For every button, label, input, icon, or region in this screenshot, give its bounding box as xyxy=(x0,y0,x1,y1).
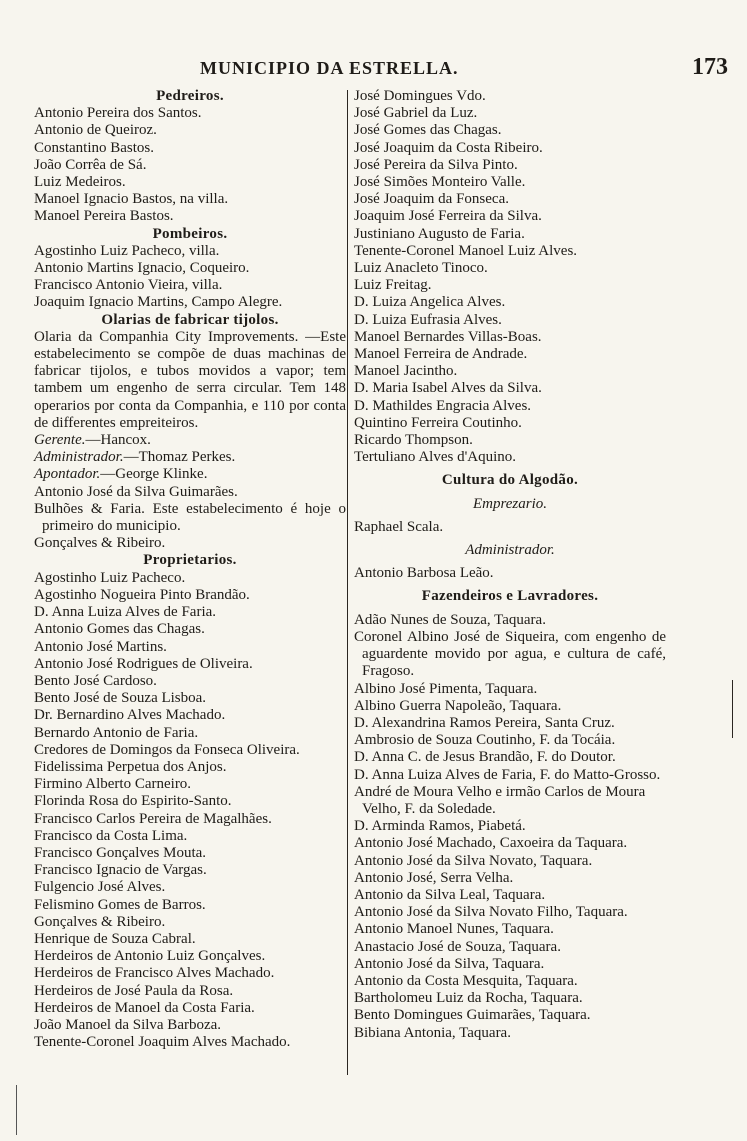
list-item: D. Luiza Angelica Alves. xyxy=(354,294,506,311)
list-item: Manoel Ignacio Bastos, na villa. xyxy=(34,191,229,208)
list-item: Francisco Carlos Pereira de Magalhães. xyxy=(34,810,272,827)
list-item: Adão Nunes de Souza, Taquara. xyxy=(354,611,546,628)
section-heading-pedreiros: Pedreiros. xyxy=(156,88,224,104)
list-item: Bento José Cardoso. xyxy=(34,672,157,689)
gerente-line xyxy=(34,432,346,449)
algodao-administrador-name: Antonio Barbosa Leão. xyxy=(354,565,494,582)
list-item: Bartholomeu Luiz da Rocha, Taquara. xyxy=(354,990,583,1007)
list-item: Antonio Pereira dos Santos. xyxy=(34,105,202,122)
list-item: D. Arminda Ramos, Piabetá. xyxy=(354,818,526,835)
list-item: Dr. Bernardino Alves Machado. xyxy=(34,707,226,724)
list-item: André de Moura Velho e irmão Carlos de Moura Velho, F. da Soledade. xyxy=(354,783,646,817)
list-item: Antonio Gomes das Chagas. xyxy=(34,621,205,638)
gerente-name: —Hancox. xyxy=(85,432,151,449)
list-item: Antonio da Silva Leal, Taquara. xyxy=(354,886,546,903)
list-item: Agostinho Luiz Pacheco, villa. xyxy=(34,242,220,259)
administrador-label: Administrador. xyxy=(34,449,124,466)
list-item: Antonio José, Serra Velha. xyxy=(354,869,514,886)
list-item: José Simões Monteiro Valle. xyxy=(354,174,526,191)
list-item: Constantino Bastos. xyxy=(34,139,155,156)
list-item: Ambrosio de Souza Coutinho, F. da Tocáia. xyxy=(354,732,616,749)
list-item: Herdeiros de José Paula da Rosa. xyxy=(34,982,234,999)
list-item: Albino José Pimenta, Taquara. xyxy=(354,680,538,697)
section-heading-algodao: Cultura do Algodão. xyxy=(441,472,579,489)
list-item: D. Anna C. de Jesus Brandão, F. do Doutor. xyxy=(354,749,616,766)
list-item: D. Anna Luiza Alves de Faria. xyxy=(34,604,217,621)
list-item: Justiniano Augusto de Faria. xyxy=(354,225,525,242)
fazendeiros-list xyxy=(354,612,666,1042)
list-item: Antonio José da Silva Guimarães. xyxy=(34,483,238,500)
list-item: Herdeiros de Manoel da Costa Faria. xyxy=(34,999,255,1016)
list-item: Herdeiros de Antonio Luiz Gonçalves. xyxy=(34,948,266,965)
list-item: Henrique de Souza Cabral. xyxy=(34,930,196,947)
list-item: José Pereira da Silva Pinto. xyxy=(354,156,518,173)
section-heading-olarias: Olarias de fabricar tijolos. xyxy=(101,311,279,328)
list-item: Agostinho Luiz Pacheco. xyxy=(34,569,186,586)
list-item: José Gabriel da Luz. xyxy=(354,105,478,122)
administrador-name: —Thomaz Perkes. xyxy=(123,449,236,466)
list-item: Felismino Gomes de Barros. xyxy=(34,896,206,913)
pombeiros-list xyxy=(34,243,346,312)
list-item: Antonio José da Silva Novato, Taquara. xyxy=(354,852,593,869)
apontador-name: —George Klinke. xyxy=(100,466,208,483)
emprezario-name: Raphael Scala. xyxy=(354,518,444,535)
pedreiros-list xyxy=(34,105,346,225)
list-item: Antonio José Rodrigues de Oliveira. xyxy=(34,655,253,672)
list-item: Bulhões & Faria. Este estabelecimento é hoje o primeiro do municipio. xyxy=(34,500,346,535)
list-item: Antonio José Machado, Caxoeira da Taquara. xyxy=(354,835,628,852)
list-item: Fidelissima Perpetua dos Anjos. xyxy=(34,758,227,775)
list-item: José Domingues Vdo. xyxy=(354,88,486,104)
list-item: José Joaquim da Fonseca. xyxy=(354,191,509,208)
list-item: João Manoel da Silva Barboza. xyxy=(34,1016,222,1033)
apontador-line xyxy=(34,466,346,483)
list-item: D. Luiza Eufrasia Alves. xyxy=(354,311,502,328)
list-item: Luiz Freitag. xyxy=(354,277,432,294)
list-item: Francisco Antonio Vieira, villa. xyxy=(34,277,223,294)
section-heading-pombeiros: Pombeiros. xyxy=(152,225,228,242)
list-item: Florinda Rosa do Espirito-Santo. xyxy=(34,793,232,810)
list-item: Quintino Ferreira Coutinho. xyxy=(354,414,522,431)
list-item: José Joaquim da Costa Ribeiro. xyxy=(354,139,543,156)
list-item: Coronel Albino José de Siqueira, com engenho de aguardente movido por agua, e cultura de café, Fragoso. xyxy=(354,628,666,680)
gerente-label: Gerente. xyxy=(34,432,86,449)
list-item: Herdeiros de Francisco Alves Machado. xyxy=(34,965,275,982)
list-item: Tenente-Coronel Joaquim Alves Machado. xyxy=(34,1034,291,1051)
list-item: José Gomes das Chagas. xyxy=(354,122,502,139)
list-item: João Corrêa de Sá. xyxy=(34,156,147,173)
column-divider xyxy=(347,90,348,1075)
list-item: D. Alexandrina Ramos Pereira, Santa Cruz. xyxy=(354,714,615,731)
apontador-label: Apontador. xyxy=(34,466,101,483)
list-item: Antonio da Costa Mesquita, Taquara. xyxy=(354,972,578,989)
list-item: Gonçalves & Ribeiro. xyxy=(34,913,166,930)
list-item: D. Maria Isabel Alves da Silva. xyxy=(354,380,542,397)
list-item: Bernardo Antonio de Faria. xyxy=(34,724,199,741)
list-item: Joaquim José Ferreira da Silva. xyxy=(354,208,542,225)
proprietarios-list xyxy=(34,570,346,1052)
list-item: Bibiana Antonia, Taquara. xyxy=(354,1024,511,1041)
page-number: 173 xyxy=(692,54,728,80)
emprezario-label: Emprezario. xyxy=(472,495,548,512)
list-item: Manoel Ferreira de Andrade. xyxy=(354,346,528,363)
administrador-line xyxy=(34,449,346,466)
list-item: Joaquim Ignacio Martins, Campo Alegre. xyxy=(34,294,283,311)
olaria-paragraph: Olaria da Companhia City Improvements. —Este estabelecimento se compõe de duas machinas de fabricar tijolos, e tubos movidos a vapor; tem tambem um engenho de serra circular. Tem 148 operarios por conta da Companhia, e 110 por conta de differentes empreiteiros. xyxy=(34,328,346,431)
list-item: Antonio Manoel Nunes, Taquara. xyxy=(354,921,554,938)
list-item: Francisco Gonçalves Mouta. xyxy=(34,844,207,861)
right-column xyxy=(354,88,666,1042)
list-item: D. Anna Luiza Alves de Faria, F. do Matto-Grosso. xyxy=(354,766,661,783)
list-item: Antonio de Queiroz. xyxy=(34,122,157,139)
list-item: Agostinho Nogueira Pinto Brandão. xyxy=(34,586,250,603)
list-item: Antonio José da Silva Novato Filho, Taquara. xyxy=(354,904,628,921)
list-item: Luiz Medeiros. xyxy=(34,174,126,191)
list-item: Francisco Ignacio de Vargas. xyxy=(34,862,207,879)
list-item: Luiz Anacleto Tinoco. xyxy=(354,260,488,277)
left-column xyxy=(34,88,346,1051)
edge-mark xyxy=(16,1085,17,1135)
margin-mark xyxy=(732,680,733,738)
section-heading-fazendeiros: Fazendeiros e Lavradores. xyxy=(421,588,599,605)
list-item: Albino Guerra Napoleão, Taquara. xyxy=(354,697,562,714)
page-title: MUNICIPIO DA ESTRELLA. xyxy=(200,58,459,78)
list-item: Tenente-Coronel Manoel Luiz Alves. xyxy=(354,242,578,259)
proprietarios-continued-list xyxy=(354,88,666,466)
section-heading-proprietarios: Proprietarios. xyxy=(143,552,237,569)
list-item: Gonçalves & Ribeiro. xyxy=(34,535,166,552)
list-item: D. Mathildes Engracia Alves. xyxy=(354,397,532,414)
list-item: Manoel Bernardes Villas-Boas. xyxy=(354,328,542,345)
list-item: Credores de Domingos da Fonseca Oliveira. xyxy=(34,741,300,758)
list-item: Manoel Pereira Bastos. xyxy=(34,208,174,225)
list-item: Bento Domingues Guimarães, Taquara. xyxy=(354,1007,591,1024)
list-item: Manoel Jacintho. xyxy=(354,363,458,380)
list-item: Fulgencio José Alves. xyxy=(34,879,166,896)
list-item: Firmino Alberto Carneiro. xyxy=(34,776,192,793)
list-item: Tertuliano Alves d'Aquino. xyxy=(354,449,517,466)
list-item: Anastacio José de Souza, Taquara. xyxy=(354,938,561,955)
list-item: Antonio José da Silva, Taquara. xyxy=(354,955,545,972)
list-item: Francisco da Costa Lima. xyxy=(34,827,188,844)
list-item: Antonio José Martins. xyxy=(34,638,167,655)
list-item: Ricardo Thompson. xyxy=(354,432,473,449)
list-item: Antonio Martins Ignacio, Coqueiro. xyxy=(34,260,250,277)
algodao-administrador-label: Administrador. xyxy=(465,542,555,559)
page-header xyxy=(30,54,728,84)
list-item: Bento José de Souza Lisboa. xyxy=(34,690,207,707)
